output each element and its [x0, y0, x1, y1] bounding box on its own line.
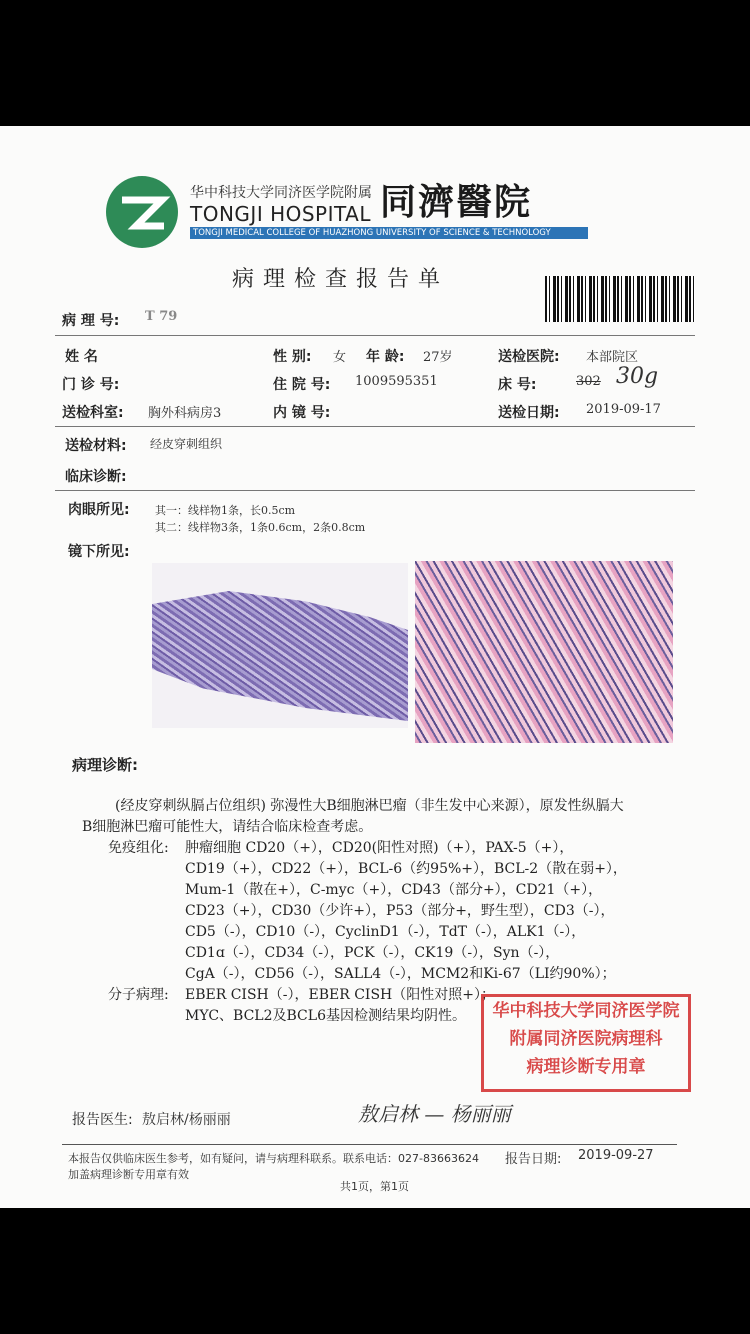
outpatient-label: 门 诊 号:	[62, 377, 120, 393]
page-number: 共1页，第1页	[340, 1180, 409, 1193]
report-paper	[0, 126, 750, 1208]
gross-label: 肉眼所见:	[68, 502, 130, 518]
signature-doctors: 敖启林/杨丽丽	[142, 1112, 231, 1128]
diagnosis-label: 病理诊断:	[72, 756, 138, 774]
dept-label: 送检科室:	[62, 405, 124, 421]
immuno-line: 肿瘤细胞 CD20（+），CD20(阳性对照)（+），PAX-5（+），	[185, 840, 574, 856]
microscopy-label: 镜下所见:	[68, 544, 130, 560]
pathology-number-label: 病 理 号:	[62, 313, 120, 329]
hospital-label: 送检医院:	[498, 349, 560, 365]
pathology-stamp: 华中科技大学同济医学院 附属同济医院病理科 病理诊断专用章	[481, 994, 691, 1092]
name-label: 姓 名	[65, 349, 98, 365]
micrograph-low-power	[152, 563, 408, 728]
footer-note-1: 本报告仅供临床医生参考，如有疑问，请与病理科联系。联系电话：027-83663624	[68, 1152, 479, 1165]
immuno-line: CD19（+），CD22（+），BCL-6（约95%+），BCL-2（散在弱+），	[185, 861, 627, 877]
signature-label: 报告医生:	[72, 1112, 133, 1128]
report-date: 2019-09-27	[578, 1148, 654, 1163]
divider	[55, 426, 695, 427]
hospital-english-name: TONGJI HOSPITAL	[190, 202, 371, 226]
clinical-label: 临床诊断:	[65, 469, 127, 485]
hospital-affiliation: 华中科技大学同济医学院附属	[190, 185, 372, 201]
barcode	[545, 276, 695, 322]
molecular-line: MYC、BCL2及BCL6基因检测结果均阴性。	[185, 1008, 466, 1024]
handwritten-signature: 敖启林 — 杨丽丽	[358, 1102, 511, 1126]
pathology-number-value: T 79	[145, 309, 178, 324]
bed-label: 床 号:	[498, 377, 537, 393]
diagnosis-line-2: B细胞淋巴瘤可能性大，请结合临床检查考虑。	[82, 819, 373, 835]
age-label: 年 龄:	[366, 349, 405, 365]
divider	[62, 1144, 677, 1145]
immuno-line: CD1ɑ（-），CD34（-），PCK（-），CK19（-），Syn（-），	[185, 945, 560, 961]
material-label: 送检材料:	[65, 438, 127, 454]
dept-value: 胸外科病房3	[148, 406, 222, 421]
divider	[55, 335, 695, 336]
hospital-value: 本部院区	[586, 350, 639, 365]
inpatient-label: 住 院 号:	[273, 377, 331, 393]
diagnosis-line-1: (经皮穿刺纵膈占位组织) 弥漫性大B细胞淋巴瘤（非生发中心来源），原发性纵膈大	[115, 798, 624, 814]
immuno-line: CD5（-），CD10（-），CyclinD1（-），TdT（-），ALK1（-），	[185, 924, 586, 940]
footer-note-2: 加盖病理诊断专用章有效	[68, 1168, 189, 1181]
endoscope-label: 内 镜 号:	[273, 405, 331, 421]
college-banner: TONGJI MEDICAL COLLEGE OF HUAZHONG UNIVERSITY OF SCIENCE & TECHNOLOGY	[190, 227, 588, 239]
bed-value: 302	[576, 374, 601, 389]
immuno-label: 免疫组化:	[108, 840, 169, 856]
sex-value: 女	[333, 350, 347, 365]
inpatient-value: 1009595351	[355, 374, 438, 389]
hospital-chinese-name: 同濟醫院	[380, 181, 533, 223]
immuno-line: Mum-1（散在+），C-myc（+），CD43（部分+），CD21（+），	[185, 882, 603, 898]
divider	[55, 490, 695, 491]
molecular-label: 分子病理:	[108, 987, 169, 1003]
material-value: 经皮穿刺组织	[150, 437, 223, 451]
immuno-line: CgA（-），CD56（-），SALL4（-），MCM2和Ki-67（LI约90%）；	[185, 966, 616, 982]
report-title: 病理检查报告单	[232, 267, 450, 292]
report-date-label: 报告日期:	[505, 1152, 562, 1167]
micrograph-high-power	[415, 561, 673, 743]
sex-label: 性 别:	[273, 349, 312, 365]
gross-line-1: 其一：线样物1条，长0.5cm	[155, 504, 296, 517]
immuno-line: CD23（+），CD30（少许+），P53（部分+，野生型），CD3（-），	[185, 903, 615, 919]
date-value: 2019-09-17	[586, 402, 661, 417]
hospital-logo-icon	[106, 176, 178, 248]
date-label: 送检日期:	[498, 405, 560, 421]
molecular-line: EBER CISH（-），EBER CISH（阳性对照+）；	[185, 987, 495, 1003]
bed-handwritten: 30g	[616, 364, 659, 389]
gross-line-2: 其二：线样物3条，1条0.6cm，2条0.8cm	[155, 521, 366, 534]
age-value: 27岁	[423, 350, 453, 365]
